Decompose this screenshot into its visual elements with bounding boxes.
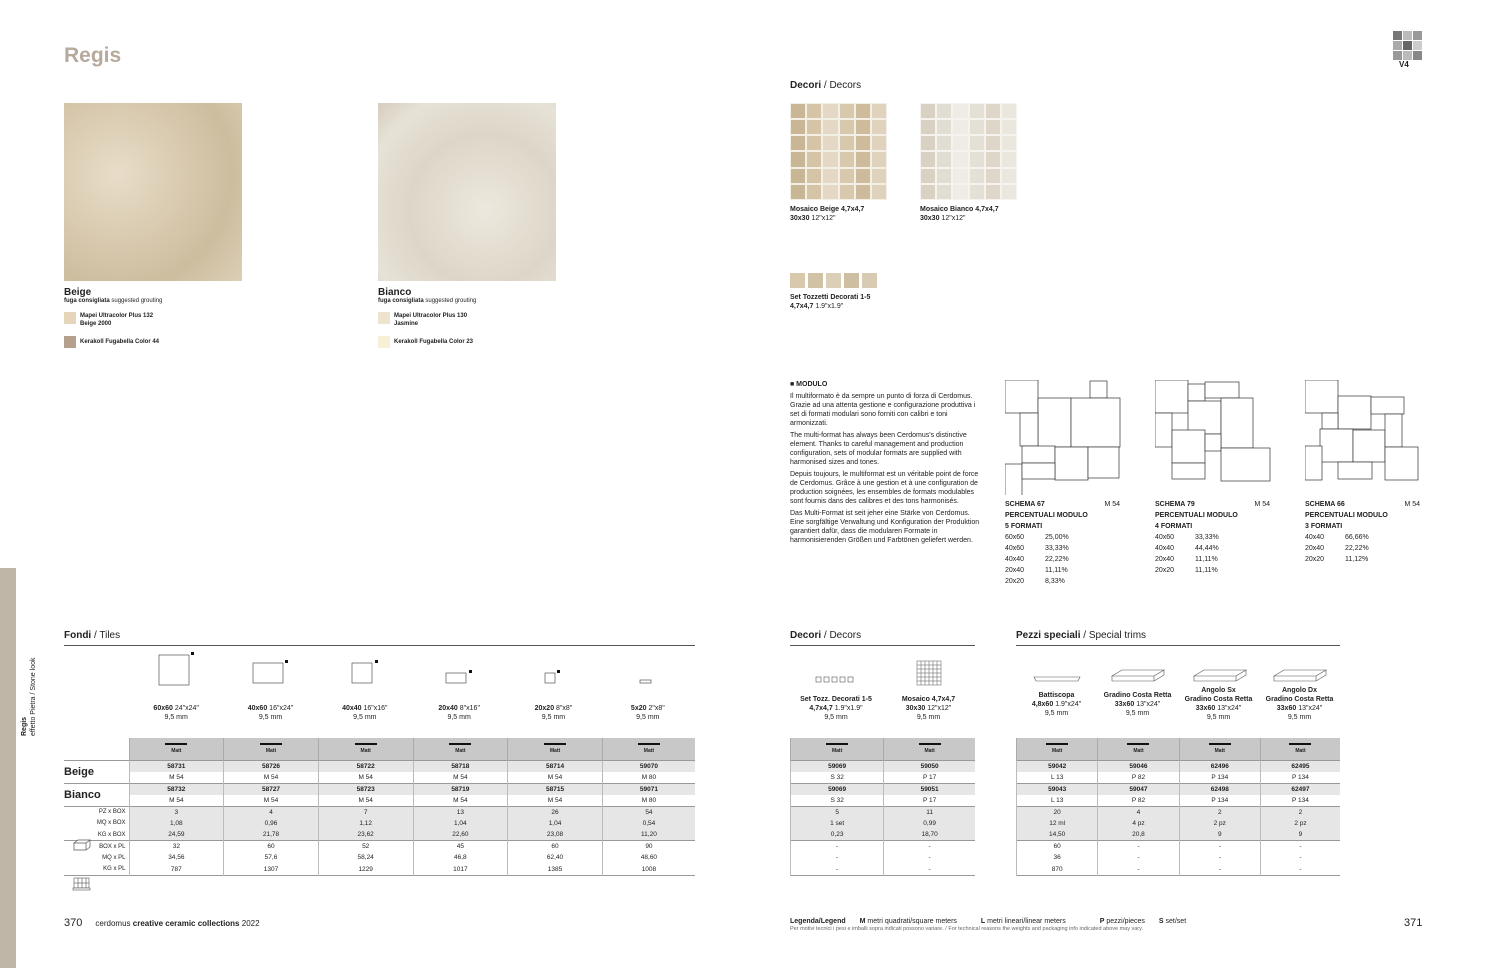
pezzi-rule	[1016, 645, 1340, 646]
kg-pl-row: - -	[791, 864, 976, 876]
mosaic-tile	[953, 169, 967, 183]
schema-66-rows	[1305, 532, 1405, 565]
mosaic-tile	[953, 152, 967, 166]
schema-row: 20x40 22,22%	[1305, 545, 1369, 552]
mosaic-tile	[970, 169, 984, 183]
mosaic-tile	[856, 185, 870, 199]
mosaic-tile	[856, 104, 870, 118]
tozzetti-caption: Set Tozzetti Decorati 1-5 4,7x4,7 1.9"x1.9"	[790, 294, 871, 310]
mosaic-tile	[921, 120, 935, 134]
bianco-pack-row: S 32 P 17	[791, 795, 976, 807]
angolo-dx-icon	[1272, 668, 1328, 686]
kg-box-row: KG x BOX 24,59 21,78 23,62 22,60 23,08 11,20	[64, 829, 695, 841]
fondi-table	[64, 738, 695, 876]
fondi-format-labels: 60x60 24"x24" 9,5 mm 40x60 16"x24" 9,5 mm 40x40 16"x16" 9,5 mm 20x40 8"x16" 9,5 mm 20x20 8"x8" 9,5 mm 5x20 2"x8" 9,5 mm	[153, 705, 665, 721]
bianco-tile-image	[378, 103, 556, 281]
schema-row: 40x40 66,66%	[1305, 534, 1369, 541]
mosaico-beige-image	[790, 103, 887, 200]
schema-row: 20x40 11,11%	[1005, 567, 1068, 574]
mq-box-row: 12 ml 4 pz 2 pz 2 pz	[1017, 818, 1341, 830]
mosaic-tile	[970, 185, 984, 199]
mosaic-tile	[791, 120, 805, 134]
mosaic-tile	[872, 120, 886, 134]
mosaic-tile	[823, 152, 837, 166]
grout-mapei: Mapei Ultracolor Plus 132 Beige 2000	[64, 312, 264, 328]
mosaic-tile	[937, 169, 951, 183]
beige-pack-row: L 13 P 82 P 134 P 134	[1017, 772, 1341, 784]
pezzi-data-table	[1016, 738, 1340, 876]
mosaic-tile	[791, 169, 805, 183]
mosaic-tile	[856, 120, 870, 134]
mosaic-tile	[840, 169, 854, 183]
beige-pack-row: S 32 P 17	[791, 772, 976, 784]
mosaic-tile	[840, 136, 854, 150]
color-name: Bianco	[378, 287, 412, 298]
decori-rule	[790, 645, 975, 646]
mosaic-tile	[986, 152, 1000, 166]
mosaic-tile	[953, 120, 967, 134]
format-20x20-icon	[544, 670, 564, 684]
mosaic-tile	[872, 152, 886, 166]
mosaic-tile	[856, 169, 870, 183]
decori-table-heading: Decori / Decors	[790, 630, 862, 641]
finish-header-row: Matt Matt Matt Matt	[1017, 738, 1341, 760]
fondi-data-table	[64, 738, 695, 876]
mosaic-tile	[937, 152, 951, 166]
grout-kerakoll: Kerakoll Fugabella Color 23	[378, 336, 578, 348]
beige-tile-image	[64, 103, 242, 281]
schema-67-diagram	[1005, 380, 1122, 495]
mosaic-tile	[872, 185, 886, 199]
bianco-color-block: Bianco fuga consigliata suggested grouting Mapei Ultracolor Plus 130 Jasmine Kerakoll Fugabella Color 23	[378, 287, 578, 348]
mosaic-tile	[823, 104, 837, 118]
decori-format-labels: Set Tozz. Decorati 1-5 4,7x4,7 1.9"x1.9" 9,5 mm Mosaico 4,7x4,7 30x30 12"x12" 9,5 mm	[800, 696, 956, 721]
mosaic-tile	[823, 169, 837, 183]
pz-box-row: 5 11	[791, 806, 976, 818]
mosaic-tile	[970, 104, 984, 118]
beige-codes-row: 59069 59050	[791, 760, 976, 772]
format-60x60-icon	[158, 652, 198, 686]
schema-79-rows	[1155, 532, 1255, 576]
mosaic-tile	[921, 185, 935, 199]
mosaic-tile	[856, 152, 870, 166]
grout-kerakoll: Kerakoll Fugabella Color 44	[64, 336, 264, 348]
kg-pl-row: KG x PL 787 1307 1229 1017 1385 1008	[64, 864, 695, 876]
decori-heading: Decori / Decors	[790, 80, 862, 91]
grout-swatch	[378, 312, 390, 324]
mosaic-tile	[823, 185, 837, 199]
bianco-codes-row: 59043 59047 62498 62497	[1017, 783, 1341, 795]
mosaic-tile	[807, 185, 821, 199]
mosaic-tile	[953, 185, 967, 199]
mosaic-tile	[953, 136, 967, 150]
mosaic-tile	[937, 185, 951, 199]
grout-swatch	[378, 336, 390, 348]
legend: Legenda/Legend M metri quadrati/square meters L metri lineari/linear meters P pezzi/pieces S set/set Per motivi tecnici i pesi e imballi sopra indicati possono variare. / For technical reasons the weights and packaging info indicated above may vary.	[790, 918, 1370, 932]
mosaic-tile	[840, 104, 854, 118]
mosaic-tile	[823, 136, 837, 150]
mosaic-tile	[791, 104, 805, 118]
pezzi-format-labels: Battiscopa 4,8x60 1.9"x24" 9,5 mm Gradino Costa Retta 33x60 13"x24" 9,5 mm Angolo Sx Gradino Costa Retta 33x60 13"x24" 9,5 mm Angolo Dx Gradino Costa Retta 33x60 13"x24" 9,5 mm	[1031, 687, 1334, 721]
page-number-left: 370	[64, 917, 83, 929]
schema-66-info: SCHEMA 66 M 54 PERCENTUALI MODULO 3 FORMATI 40x40 66,66% 20x40 22,22% 20x20 11,12%	[1305, 501, 1420, 563]
grout-swatch	[64, 312, 76, 324]
footer-left	[64, 917, 260, 929]
modulo-text: ■ MODULO Il multiformato è da sempre un punto di forza di Cerdomus. Grazie ad una attenta gestione e configurazione produttiva i set di formati modulari sono forniti con calibri e toni armonizzati. The multi-format has always been Cerdomus's distinctive element. Thanks to careful management and production configuration, sets of modular formats are supplied with harmonised sizes and tones. Depuis toujours, le multiformat est un véritable point de force de Cerdomus. Grâce à une gestion et à une configuration de production soignées, les ensembles de formats modulables sont fournis dans des calibres et des tons harmonisés. Das Multi-Format ist seit jeher eine Stärke von Cerdomus. Eine sorgfältige Verwaltung und Konfiguration der Produktion garantiert dafür, dass die modularen Formate in harmonisierenden Größen und Farbtönen geliefert werden.	[790, 380, 985, 548]
mosaic-tile	[791, 185, 805, 199]
mq-pl-row: - -	[791, 852, 976, 864]
legend-note: Per motivi tecnici i pesi e imballi sopra indicati possono variare. / For technical reasons the weights and packaging info indicated above may vary.	[790, 926, 1143, 932]
finish-header-row: Matt Matt Matt Matt Matt Matt	[64, 738, 695, 760]
mosaic-tile	[970, 136, 984, 150]
mosaic-tile	[970, 120, 984, 134]
page-title: Regis	[64, 44, 122, 67]
grout-swatch	[64, 336, 76, 348]
format-40x60-icon	[252, 660, 292, 684]
mosaic-tile	[1002, 104, 1016, 118]
fondi-heading: Fondi / Tiles	[64, 630, 121, 641]
finish-header-row: Matt Matt	[791, 738, 976, 760]
box-pl-row: 60 - - -	[1017, 841, 1341, 853]
kg-pl-row: 870 - - -	[1017, 864, 1341, 876]
mosaic-tile	[921, 169, 935, 183]
format-20x40-icon	[445, 670, 477, 684]
sidebar-subtitle: effetto Pietra / Stone look	[30, 657, 37, 736]
mosaico-grid-icon	[916, 660, 942, 686]
mosaic-tile	[953, 104, 967, 118]
schema-row: 20x20 11,12%	[1305, 556, 1369, 563]
mosaic-tile	[921, 104, 935, 118]
mosaic-tile	[1002, 136, 1016, 150]
tozzetti-set-icon	[815, 676, 857, 684]
mq-pl-row: 36 - - -	[1017, 852, 1341, 864]
schema-row: 20x20 11,11%	[1155, 567, 1218, 574]
page-number-right: 371	[1404, 917, 1423, 929]
mosaic-tile	[807, 104, 821, 118]
kg-box-row: 14,50 20,8 9 9	[1017, 829, 1341, 841]
mosaic-tile	[937, 120, 951, 134]
grout-mapei: Mapei Ultracolor Plus 130 Jasmine	[378, 312, 578, 328]
schema-row: 60x60 25,00%	[1005, 534, 1069, 541]
mosaic-tile	[921, 152, 935, 166]
mosaic-tile	[921, 136, 935, 150]
beige-codes-row: Beige 58731 58726 58722 58718 58714 59070	[64, 760, 695, 772]
mosaic-tile	[1002, 120, 1016, 134]
pz-box-row: 20 4 2 2	[1017, 806, 1341, 818]
schema-row: 40x40 22,22%	[1005, 556, 1069, 563]
mosaic-tile	[937, 104, 951, 118]
beige-color-block: Beige fuga consigliata suggested grouting Mapei Ultracolor Plus 132 Beige 2000 Kerakoll Fugabella Color 44	[64, 287, 264, 348]
tozzetti-images	[790, 273, 877, 288]
schema-67-info: SCHEMA 67 M 54 PERCENTUALI MODULO 5 FORMATI 60x60 25,00% 40x60 33,33% 40x40 22,22% 20x40 11,11% 20x20 8,33%	[1005, 501, 1120, 585]
mosaic-tile	[986, 120, 1000, 134]
mosaic-tile	[970, 152, 984, 166]
mosaico-bianco-image	[920, 103, 1017, 200]
decori-data-table	[790, 738, 975, 876]
fondi-rule	[64, 645, 695, 646]
bianco-pack-row: L 13 P 82 P 134 P 134	[1017, 795, 1341, 807]
mosaico-bianco-caption: Mosaico Bianco 4,7x4,7 30x30 12"x12"	[920, 206, 999, 222]
gradino-icon	[1110, 668, 1166, 686]
beige-codes-row: 59042 59046 62496 62495	[1017, 760, 1341, 772]
pallet-icon	[72, 876, 92, 892]
schema-79-diagram	[1155, 380, 1272, 495]
mosaic-tile	[1002, 185, 1016, 199]
sidebar-collection-label	[20, 658, 38, 736]
mosaic-tile	[986, 104, 1000, 118]
footer-brand: cerdomus creative ceramic collections 2022	[95, 919, 260, 928]
mosaico-beige-caption: Mosaico Beige 4,7x4,7 30x30 12"x12"	[790, 206, 865, 222]
pezzi-table	[1016, 738, 1340, 876]
angolo-sx-icon	[1192, 668, 1248, 686]
legend-title: Legenda/Legend	[790, 918, 846, 925]
schema-67-rows	[1005, 532, 1105, 587]
bianco-codes-row: 59069 59051	[791, 783, 976, 795]
box-pl-row: BOX x PL 32 60 52 45 60 90	[64, 841, 695, 853]
beige-pack-row: M 54 M 54 M 54 M 54 M 54 M 80	[64, 772, 695, 784]
mosaic-tile	[1002, 152, 1016, 166]
color-name: Beige	[64, 287, 92, 298]
kg-box-row: 0,23 18,70	[791, 829, 976, 841]
bianco-codes-row: Bianco 58732 58727 58723 58719 58715 59071	[64, 783, 695, 795]
mosaic-tile	[823, 120, 837, 134]
mosaic-tile	[807, 120, 821, 134]
schema-row: 20x40 11,11%	[1155, 556, 1218, 563]
mosaic-tile	[807, 152, 821, 166]
schema-79-info: SCHEMA 79 M 54 PERCENTUALI MODULO 4 FORMATI 40x60 33,33% 40x40 44,44% 20x40 11,11% 20x20 11,11%	[1155, 501, 1270, 574]
mosaic-tile	[807, 136, 821, 150]
schema-66-diagram	[1305, 380, 1422, 495]
box-pl-row: - -	[791, 841, 976, 853]
mosaic-tile	[937, 136, 951, 150]
pezzi-heading: Pezzi speciali / Special trims	[1016, 630, 1147, 641]
mosaic-tile	[840, 120, 854, 134]
mosaic-tile	[791, 152, 805, 166]
page-code: V4	[1399, 60, 1409, 69]
mosaic-tile	[840, 152, 854, 166]
schema-row: 40x60 33,33%	[1155, 534, 1219, 541]
decori-table	[790, 738, 975, 876]
bianco-pack-row: M 54 M 54 M 54 M 54 M 54 M 80	[64, 795, 695, 807]
modulo-heading: ■ MODULO	[790, 381, 828, 388]
mosaic-tile	[872, 104, 886, 118]
schema-row: 20x20 8,33%	[1005, 578, 1065, 585]
mosaic-tile	[791, 136, 805, 150]
mq-pl-row: MQ x PL 34,56 57,6 58,24 46,8 62,40 48,60	[64, 852, 695, 864]
mosaic-tile	[986, 169, 1000, 183]
schema-row: 40x40 44,44%	[1155, 545, 1219, 552]
format-40x40-icon	[351, 660, 383, 684]
mosaic-tile	[986, 136, 1000, 150]
pz-box-row: PZ x BOX 3 4 7 13 26 54	[64, 806, 695, 818]
mosaic-tile	[856, 136, 870, 150]
mq-box-row: 1 set 0,99	[791, 818, 976, 830]
collection-logo-icon	[1393, 31, 1421, 59]
mosaic-tile	[986, 185, 1000, 199]
mosaic-tile	[1002, 169, 1016, 183]
mosaic-tile	[840, 185, 854, 199]
mosaic-tile	[872, 136, 886, 150]
sidebar-band	[0, 568, 16, 968]
schema-row: 40x60 33,33%	[1005, 545, 1069, 552]
mq-box-row: MQ x BOX 1,08 0,96 1,12 1,04 1,04 0,54	[64, 818, 695, 830]
mosaic-tile	[872, 169, 886, 183]
mosaic-tile	[807, 169, 821, 183]
format-5x20-icon	[639, 678, 655, 686]
battiscopa-icon	[1032, 674, 1082, 684]
box-icon	[72, 838, 92, 852]
sidebar-name: Regis	[21, 716, 28, 736]
